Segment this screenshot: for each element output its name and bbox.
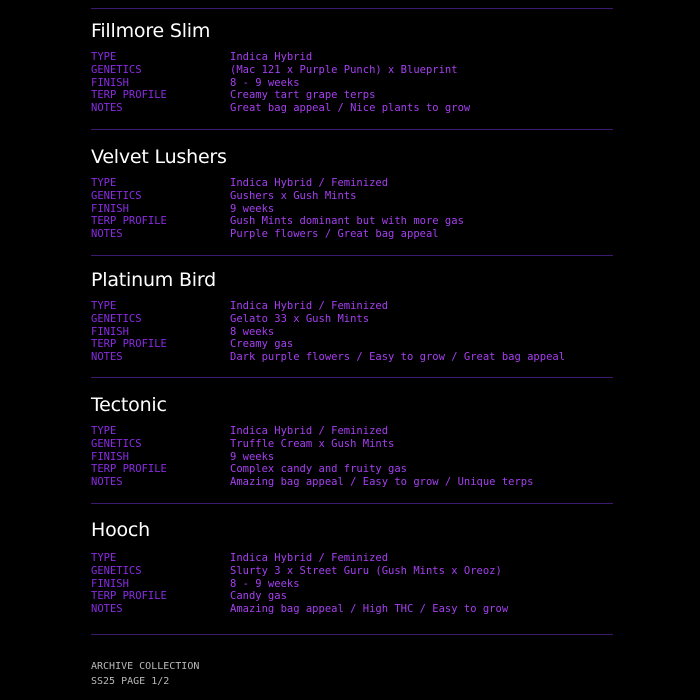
spec-list bbox=[91, 552, 613, 616]
strain-name: Tectonic bbox=[91, 394, 167, 416]
spec-row-terp-profile bbox=[91, 463, 613, 476]
spec-key: GENETICS bbox=[91, 564, 142, 577]
collection-label: ARCHIVE COLLECTION bbox=[91, 661, 200, 672]
spec-row-terp-profile bbox=[91, 89, 613, 102]
divider-rule bbox=[91, 503, 613, 504]
spec-list bbox=[91, 425, 613, 489]
spec-value: Indica Hybrid / Feminized bbox=[230, 177, 389, 189]
spec-value: Dark purple flowers / Easy to grow / Great bag appeal bbox=[230, 351, 566, 363]
spec-key: NOTES bbox=[91, 228, 123, 240]
spec-row-notes bbox=[91, 603, 613, 616]
spec-row-type bbox=[91, 51, 613, 64]
spec-value: 8 - 9 weeks bbox=[230, 577, 300, 590]
spec-value: Amazing bag appeal / High THC / Easy to grow bbox=[230, 603, 509, 615]
spec-value: Creamy tart grape terps bbox=[230, 89, 376, 102]
spec-value: Great bag appeal / Nice plants to grow bbox=[230, 102, 471, 114]
spec-value: Amazing bag appeal / Easy to grow / Unique terps bbox=[230, 476, 534, 488]
spec-row-notes bbox=[91, 102, 613, 115]
spec-key: FINISH bbox=[91, 325, 129, 338]
divider-rule bbox=[91, 255, 613, 256]
spec-row-terp-profile bbox=[91, 590, 613, 603]
spec-key: NOTES bbox=[91, 351, 123, 363]
spec-value: Indica Hybrid / Feminized bbox=[230, 300, 389, 312]
spec-key: TYPE bbox=[91, 425, 117, 437]
spec-key: TYPE bbox=[91, 51, 117, 63]
spec-row-genetics bbox=[91, 313, 613, 326]
spec-row-notes bbox=[91, 476, 613, 489]
spec-list bbox=[91, 51, 613, 115]
page-number: SS25 PAGE 1/2 bbox=[91, 676, 170, 687]
spec-row-type bbox=[91, 425, 613, 438]
spec-key: TYPE bbox=[91, 552, 117, 564]
strain-catalog-page bbox=[91, 0, 613, 700]
spec-list bbox=[91, 300, 613, 364]
divider-rule bbox=[91, 129, 613, 130]
spec-key: FINISH bbox=[91, 577, 129, 590]
spec-value: 9 weeks bbox=[230, 202, 275, 215]
spec-key: TERP PROFILE bbox=[91, 590, 167, 603]
strain-name: Fillmore Slim bbox=[91, 20, 211, 42]
spec-value: Gush Mints dominant but with more gas bbox=[230, 215, 464, 228]
spec-row-type bbox=[91, 552, 613, 565]
spec-key: TERP PROFILE bbox=[91, 215, 167, 228]
strain-name: Platinum Bird bbox=[91, 269, 216, 291]
spec-key: TERP PROFILE bbox=[91, 463, 167, 476]
spec-value: Indica Hybrid bbox=[230, 51, 313, 63]
spec-key: FINISH bbox=[91, 450, 129, 463]
spec-value: Complex candy and fruity gas bbox=[230, 463, 408, 476]
spec-value: Candy gas bbox=[230, 590, 287, 603]
spec-key: FINISH bbox=[91, 76, 129, 89]
spec-key: TERP PROFILE bbox=[91, 89, 167, 102]
spec-key: TYPE bbox=[91, 177, 117, 189]
spec-row-finish bbox=[91, 451, 613, 464]
strain-name: Velvet Lushers bbox=[91, 146, 227, 168]
spec-value: Indica Hybrid / Feminized bbox=[230, 552, 389, 564]
spec-value: 8 - 9 weeks bbox=[230, 76, 300, 89]
spec-value: Creamy gas bbox=[230, 338, 294, 351]
spec-key: GENETICS bbox=[91, 189, 142, 202]
spec-value: Gushers x Gush Mints bbox=[230, 189, 357, 202]
spec-row-terp-profile bbox=[91, 338, 613, 351]
spec-key: NOTES bbox=[91, 476, 123, 488]
spec-value: Gelato 33 x Gush Mints bbox=[230, 312, 370, 325]
spec-value: (Mac 121 x Purple Punch) x Blueprint bbox=[230, 63, 458, 76]
spec-key: FINISH bbox=[91, 202, 129, 215]
spec-row-finish bbox=[91, 578, 613, 591]
spec-row-notes bbox=[91, 228, 613, 241]
divider-rule bbox=[91, 634, 613, 635]
spec-key: GENETICS bbox=[91, 63, 142, 76]
spec-key: TYPE bbox=[91, 300, 117, 312]
spec-row-genetics bbox=[91, 565, 613, 578]
spec-row-type bbox=[91, 300, 613, 313]
spec-row-finish bbox=[91, 77, 613, 90]
spec-list bbox=[91, 177, 613, 241]
spec-key: NOTES bbox=[91, 603, 123, 615]
spec-key: GENETICS bbox=[91, 312, 142, 325]
divider-rule bbox=[91, 8, 613, 9]
spec-value: 9 weeks bbox=[230, 450, 275, 463]
spec-value: Slurty 3 x Street Guru (Gush Mints x Oreoz) bbox=[230, 564, 502, 577]
spec-row-genetics bbox=[91, 64, 613, 77]
spec-row-notes bbox=[91, 351, 613, 364]
strain-name: Hooch bbox=[91, 519, 151, 541]
spec-value: Purple flowers / Great bag appeal bbox=[230, 228, 439, 240]
spec-row-finish bbox=[91, 326, 613, 339]
spec-value: Indica Hybrid / Feminized bbox=[230, 425, 389, 437]
spec-row-terp-profile bbox=[91, 215, 613, 228]
spec-value: Truffle Cream x Gush Mints bbox=[230, 437, 395, 450]
spec-row-genetics bbox=[91, 438, 613, 451]
spec-key: GENETICS bbox=[91, 437, 142, 450]
spec-row-finish bbox=[91, 203, 613, 216]
spec-key: NOTES bbox=[91, 102, 123, 114]
spec-key: TERP PROFILE bbox=[91, 338, 167, 351]
divider-rule bbox=[91, 377, 613, 378]
spec-row-type bbox=[91, 177, 613, 190]
spec-row-genetics bbox=[91, 190, 613, 203]
spec-value: 8 weeks bbox=[230, 325, 275, 338]
